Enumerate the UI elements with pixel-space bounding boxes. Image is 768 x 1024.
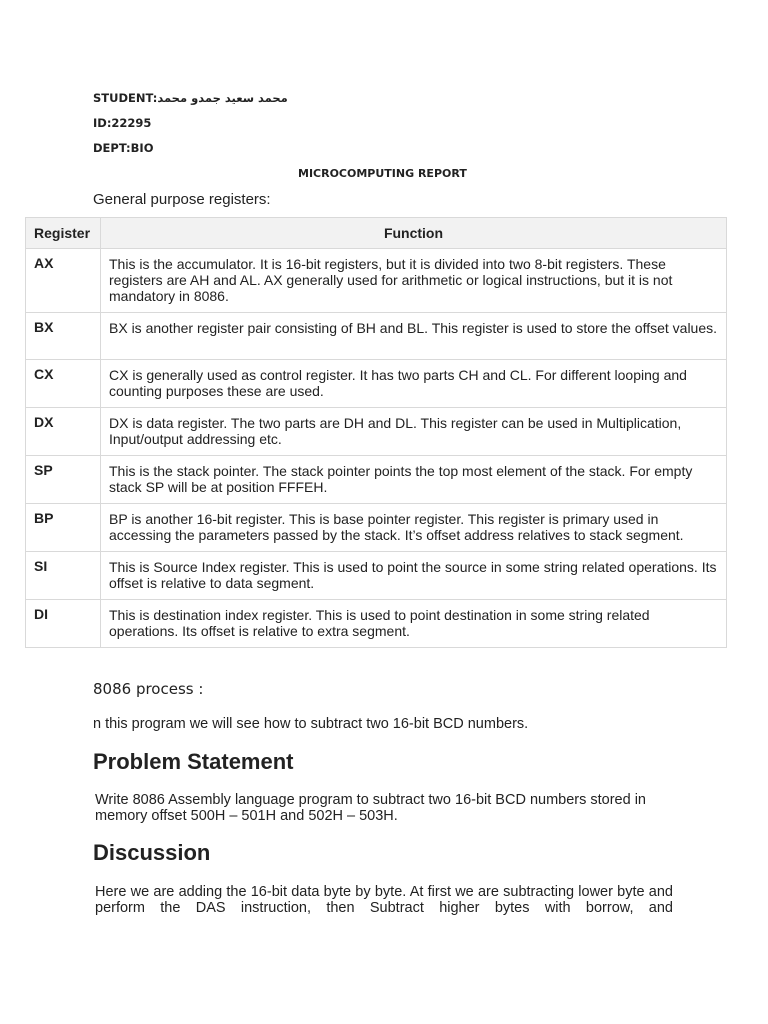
department: DEPT:BIO [93,141,154,155]
table-row [26,360,727,408]
register-name: DI [26,600,101,648]
report-title: MICROCOMPUTING REPORT [298,167,467,180]
table-row [26,408,727,456]
problem-statement-paragraph: Write 8086 Assembly language program to subtract two 16-bit BCD numbers stored in memory offset 500H – 501H and 502H – 503H. [95,792,646,824]
table-row [26,249,727,313]
student-id: ID:22295 [93,116,152,130]
register-function: This is destination index register. This is used to point destination in some string related operations. Its offset is relative to extra segment. [101,600,727,648]
register-function: DX is data register. The two parts are DH and DL. This register can be used in Multiplication, Input/output addressing etc. [101,408,727,456]
register-function: This is Source Index register. This is used to point the source in some string related operations. Its offset is relative to data segment. [101,552,727,600]
intro-paragraph: n this program we will see how to subtract two 16-bit BCD numbers. [93,716,529,732]
register-name: CX [26,360,101,408]
register-function: This is the stack pointer. The stack pointer points the top most element of the stack. For empty stack SP will be at position FFFEH. [101,456,727,504]
register-name: AX [26,249,101,313]
register-name: DX [26,408,101,456]
register-function: CX is generally used as control register. It has two parts CH and CL. For different looping and counting purposes these are used. [101,360,727,408]
table-row [26,313,727,360]
register-name: SP [26,456,101,504]
register-function: This is the accumulator. It is 16-bit registers, but it is divided into two 8-bit registers. These registers are AH and AL. AX generally used for arithmetic or logical instructions, but it is not mandatory in 8086. [101,249,727,313]
register-function: BP is another 16-bit register. This is base pointer register. This register is primary used in accessing the parameters passed by the stack. It’s offset address relatives to stack segment. [101,504,727,552]
column-header-register: Register [26,218,101,249]
table-row [26,456,727,504]
register-name: BP [26,504,101,552]
student-name: STUDENT:محمد سعيد جمدو محمد [93,91,288,105]
problem-statement-heading: Problem Statement [93,749,294,774]
discussion-heading: Discussion [93,840,211,865]
table-row [26,504,727,552]
register-name: BX [26,313,101,360]
table-row [26,552,727,600]
registers-table [25,217,727,648]
general-purpose-registers-heading: General purpose registers: [93,191,271,208]
process-heading: 8086 process : [93,680,204,698]
discussion-paragraph: Here we are adding the 16-bit data byte by byte. At first we are subtracting lower byte and perform the DAS instruction, then Subtract higher bytes with borrow, and [95,884,673,916]
table-row [26,600,727,648]
table-header-row [26,218,727,249]
column-header-function: Function [101,218,727,249]
register-function: BX is another register pair consisting of BH and BL. This register is used to store the offset values. [101,313,727,360]
register-name: SI [26,552,101,600]
